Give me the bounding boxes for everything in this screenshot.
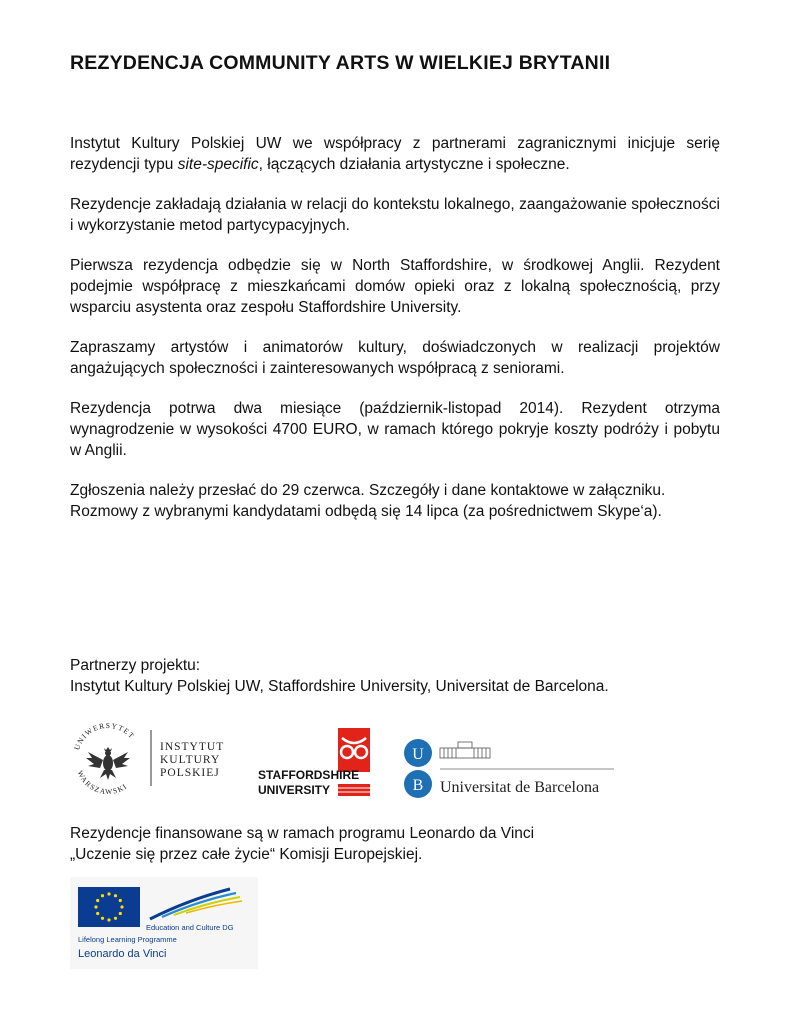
ikp-name-line2: KULTURY xyxy=(160,754,221,766)
llp-swoosh-icon xyxy=(150,889,242,919)
ikp-ring-bottom: WARSZAWSKI xyxy=(75,769,129,797)
ub-letter-u: U xyxy=(412,746,424,763)
ikp-uw-logo xyxy=(70,718,245,808)
eu-llp-logo xyxy=(70,877,258,969)
ikp-name-line3: POLSKIEJ xyxy=(160,767,220,779)
paragraph-application xyxy=(70,480,720,522)
paragraph-intro xyxy=(70,133,720,175)
partners-heading: Partnerzy projektu: xyxy=(70,657,201,674)
ub-name: Universitat de Barcelona xyxy=(440,779,600,796)
funding-line2: „Uczenie się przez całe życie“ Komisji Europejskiej. xyxy=(70,846,423,863)
partners-list: Instytut Kultury Polskiej UW, Staffordshire University, Universitat de Barcelona. xyxy=(70,678,609,695)
ub-building-icon xyxy=(440,742,490,758)
ikp-ring-top: UNIWERSYTET xyxy=(72,720,137,752)
staffordshire-logo xyxy=(256,718,376,808)
eu-dg-tag: Education and Culture DG xyxy=(146,923,234,932)
body-text xyxy=(70,133,720,541)
intro-text-end: , łączących działania artystyczne i społeczne. xyxy=(258,156,570,173)
staffs-knot-block xyxy=(338,728,370,772)
intro-text-start: Instytut Kultury Polskiej UW we współpracy z partnerami zagranicznymi inicjuje serię rezydencji typu xyxy=(70,135,720,173)
funding-section xyxy=(70,823,534,865)
application-deadline: Zgłoszenia należy przesłać do 29 czerwca. Szczegóły i dane kontaktowe w załączniku. xyxy=(70,482,666,499)
eu-programme-name: Lifelong Learning Programme xyxy=(78,935,177,944)
paragraph-assumptions: Rezydencje zakładają działania w relacji do kontekstu lokalnego, zaangażowanie społeczności i wykorzystanie metod partycypacyjnych. xyxy=(70,196,720,234)
paragraph-invitation: Zapraszamy artystów i animatorów kultury, doświadczonych w realizacji projektów angażujących społeczności i zainteresowanych współpracą z seniorami. xyxy=(70,339,720,377)
paragraph-duration: Rezydencja potrwa dwa miesiące (październik-listopad 2014). Rezydent otrzyma wynagrodzenie w wysokości 4700 EURO, w ramach którego pokryje koszty podróży i pobytu w Anglii. xyxy=(70,400,720,459)
ub-logo xyxy=(402,718,622,808)
interview-info: Rozmowy z wybranymi kandydatami odbędą się 14 lipca (za pośrednictwem Skype‘a). xyxy=(70,503,662,520)
staffs-name-line2: UNIVERSITY xyxy=(258,783,331,797)
partner-logos xyxy=(70,718,720,808)
paragraph-first-residency: Pierwsza rezydencja odbędzie się w North Staffordshire, w środkowej Anglii. Rezydent podejmie współpracę z mieszkańcami domów opieki oraz z lokalną społecznością, przy wsparciu asystenta oraz zespołu Staffordshire University. xyxy=(70,257,720,316)
staffs-name-line1: STAFFORDSHIRE xyxy=(258,768,360,782)
eagle-icon xyxy=(86,747,130,780)
eu-leonardo-name: Leonardo da Vinci xyxy=(78,948,167,960)
partners-section xyxy=(70,655,609,697)
intro-emphasis: site-specific xyxy=(177,156,259,173)
page-title: REZYDENCJA COMMUNITY ARTS W WIELKIEJ BRYTANII xyxy=(70,52,611,74)
ub-letter-b: B xyxy=(412,777,424,794)
funding-line1: Rezydencje finansowane są w ramach programu Leonardo da Vinci xyxy=(70,825,535,842)
ikp-name-line1: INSTYTUT xyxy=(160,741,225,753)
